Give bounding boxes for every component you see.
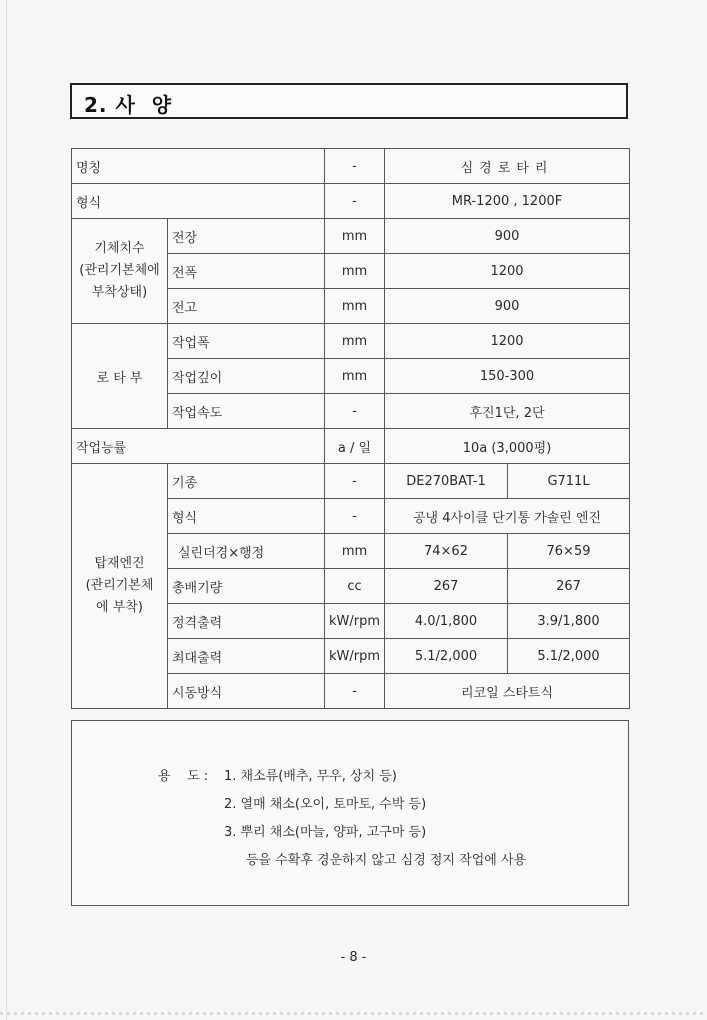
engine-model-value-2: G711L xyxy=(508,464,630,499)
model-unit: - xyxy=(325,184,385,219)
engine-group-line: (관리기본체 xyxy=(85,578,154,593)
height-unit: mm xyxy=(325,289,385,324)
capacity-label: 작업능률 xyxy=(72,429,325,464)
scan-noise xyxy=(0,1012,707,1015)
engine-type-label: 형식 xyxy=(168,499,325,534)
start-method-unit: - xyxy=(325,674,385,709)
table-row xyxy=(72,429,630,464)
bore-stroke-value-2: 76×59 xyxy=(508,534,630,569)
page-number: - 8 - xyxy=(340,950,367,965)
rated-output-label: 정격출력 xyxy=(168,604,325,639)
work-width-value: 1200 xyxy=(385,324,630,359)
length-value: 900 xyxy=(385,219,630,254)
length-unit: mm xyxy=(325,219,385,254)
engine-model-unit: - xyxy=(325,464,385,499)
engine-group-line: 탑재엔진 xyxy=(94,556,145,571)
work-width-label: 작업폭 xyxy=(168,324,325,359)
engine-group-label xyxy=(72,464,168,709)
table-row xyxy=(72,464,630,499)
max-output-value-2: 5.1/2,000 xyxy=(508,639,630,674)
usage-item: 1. 채소류(배추, 무우, 상치 등) xyxy=(224,769,397,784)
width-value: 1200 xyxy=(385,254,630,289)
dimensions-group-line: (관리기본체에 xyxy=(79,263,160,278)
work-depth-label: 작업깊이 xyxy=(168,359,325,394)
model-label: 형식 xyxy=(72,184,325,219)
usage-box xyxy=(71,720,629,906)
work-depth-unit: mm xyxy=(325,359,385,394)
table-row xyxy=(72,324,630,359)
capacity-value: 10a (3,000평) xyxy=(385,429,630,464)
rated-output-value-1: 4.0/1,800 xyxy=(385,604,508,639)
section-title: 2. 사 양 xyxy=(84,93,173,117)
max-output-value-1: 5.1/2,000 xyxy=(385,639,508,674)
displacement-value-1: 267 xyxy=(385,569,508,604)
name-unit: - xyxy=(325,149,385,184)
bore-stroke-value-1: 74×62 xyxy=(385,534,508,569)
usage-item: 2. 열매 채소(오이, 토마토, 수박 등) xyxy=(224,797,427,812)
engine-model-value-1: DE270BAT-1 xyxy=(385,464,508,499)
start-method-value: 리코일 스타트식 xyxy=(385,674,630,709)
dimensions-group-label xyxy=(72,219,168,324)
table-row xyxy=(72,219,630,254)
width-label: 전폭 xyxy=(168,254,325,289)
engine-type-value: 공냉 4사이클 단기통 가솔린 엔진 xyxy=(385,499,630,534)
engine-model-label: 기종 xyxy=(168,464,325,499)
displacement-label: 총배기량 xyxy=(168,569,325,604)
usage-note: 등을 수확후 경운하지 않고 심경 정지 작업에 사용 xyxy=(246,853,527,868)
spec-table xyxy=(71,148,630,709)
max-output-label: 최대출력 xyxy=(168,639,325,674)
work-speed-unit: - xyxy=(325,394,385,429)
section-header xyxy=(70,83,628,119)
dimensions-group-line: 기체치수 xyxy=(94,241,145,256)
displacement-value-2: 267 xyxy=(508,569,630,604)
name-label: 명칭 xyxy=(72,149,325,184)
bore-stroke-unit: mm xyxy=(325,534,385,569)
work-width-unit: mm xyxy=(325,324,385,359)
usage-label: 용 도 : xyxy=(158,769,209,784)
rotary-group-label: 로 타 부 xyxy=(72,324,168,429)
table-row xyxy=(72,149,630,184)
work-speed-value: 후진1단, 2단 xyxy=(385,394,630,429)
displacement-unit: cc xyxy=(325,569,385,604)
engine-type-unit: - xyxy=(325,499,385,534)
rated-output-unit: kW/rpm xyxy=(325,604,385,639)
start-method-label: 시동방식 xyxy=(168,674,325,709)
work-depth-value: 150-300 xyxy=(385,359,630,394)
model-value: MR-1200 , 1200F xyxy=(385,184,630,219)
page-edge xyxy=(6,0,7,1020)
dimensions-group-line: 부착상태) xyxy=(91,285,148,300)
width-unit: mm xyxy=(325,254,385,289)
name-value: 심경로타리 xyxy=(385,149,630,184)
capacity-unit: a / 일 xyxy=(325,429,385,464)
bore-stroke-label: 실린더경×행정 xyxy=(168,534,325,569)
height-label: 전고 xyxy=(168,289,325,324)
length-label: 전장 xyxy=(168,219,325,254)
rated-output-value-2: 3.9/1,800 xyxy=(508,604,630,639)
height-value: 900 xyxy=(385,289,630,324)
engine-group-line: 에 부착) xyxy=(96,600,143,615)
work-speed-label: 작업속도 xyxy=(168,394,325,429)
table-row xyxy=(72,184,630,219)
usage-item: 3. 뿌리 채소(마늘, 양파, 고구마 등) xyxy=(224,825,427,840)
max-output-unit: kW/rpm xyxy=(325,639,385,674)
